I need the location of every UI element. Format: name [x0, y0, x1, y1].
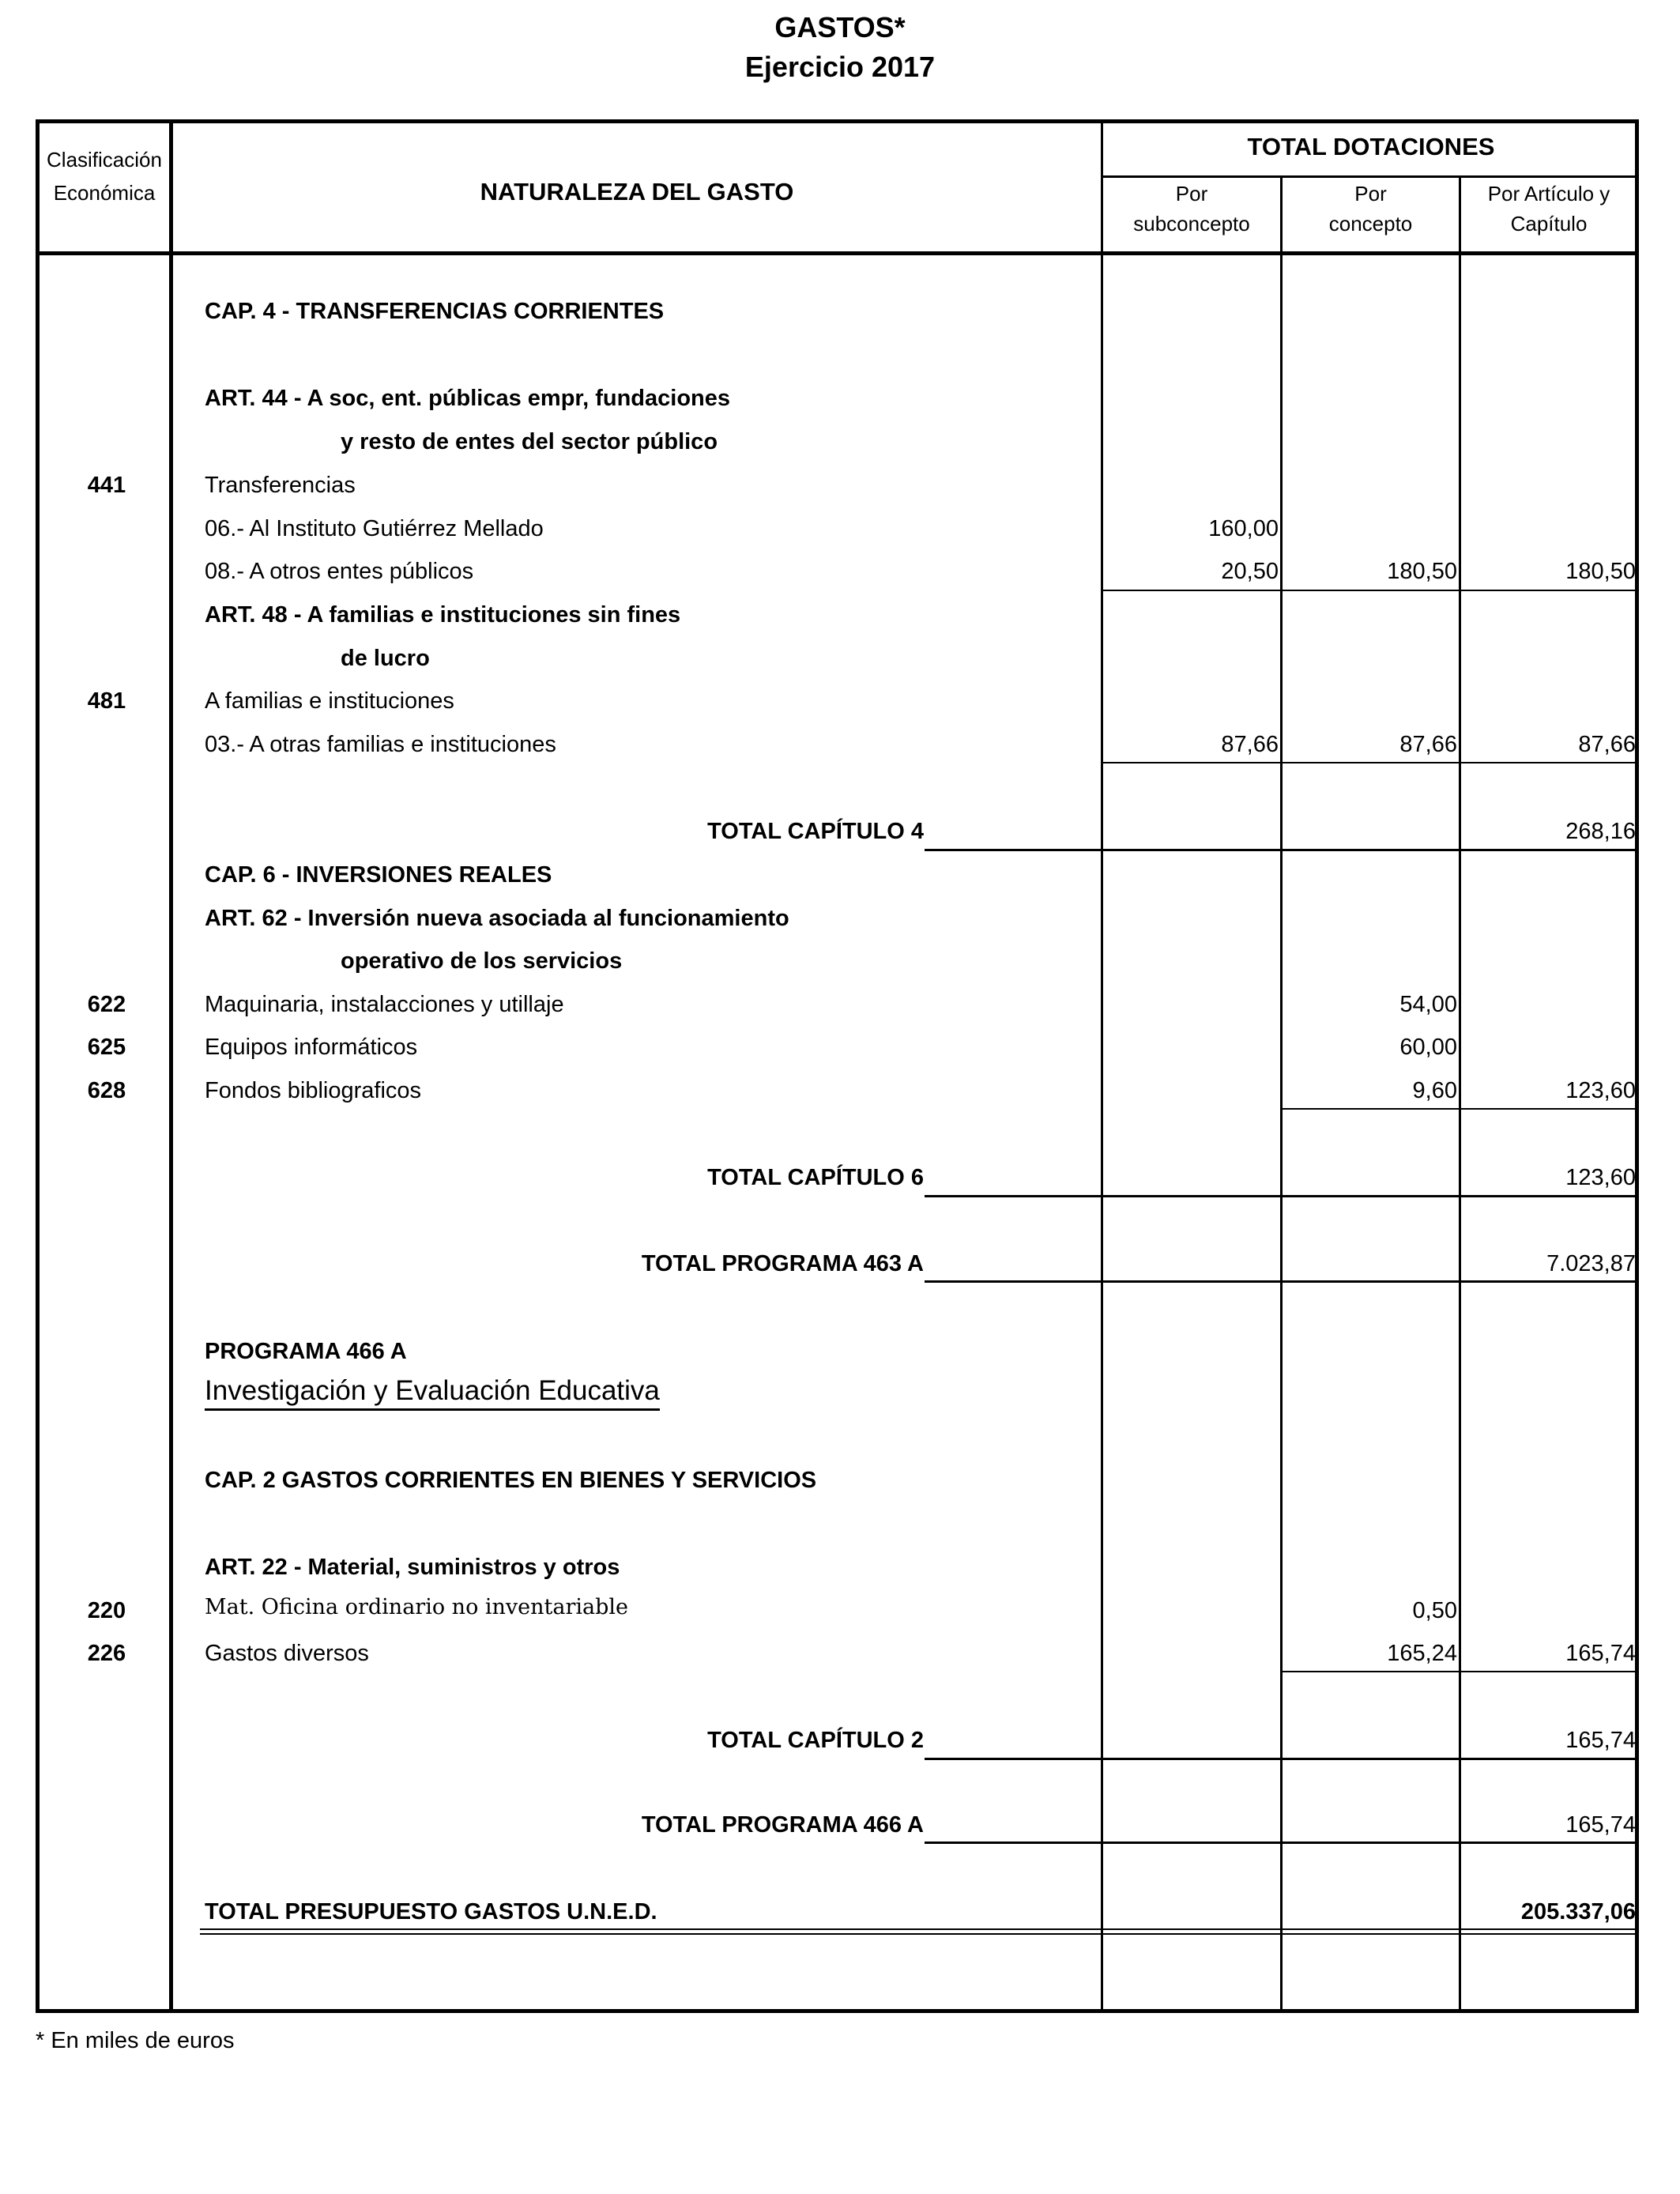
page-title: GASTOS* [774, 11, 906, 43]
header-subdivider [1101, 175, 1639, 178]
label-481: A familias e instituciones [205, 688, 454, 714]
total-presupuesto-value: 205.337,06 [1520, 1899, 1636, 1924]
value-220-concepto: 0,50 [1412, 1598, 1457, 1623]
value-06-subconcepto: 160,00 [1208, 516, 1279, 541]
value-08-articulo: 180,50 [1565, 559, 1636, 584]
total-capitulo-2-value: 165,74 [1565, 1728, 1636, 1753]
value-226-articulo: 165,74 [1565, 1641, 1636, 1666]
col-divider-code [169, 119, 173, 2013]
cap6-heading: CAP. 6 - INVERSIONES REALES [205, 862, 552, 888]
value-08-concepto: 180,50 [1387, 559, 1457, 584]
value-628-articulo: 123,60 [1565, 1078, 1636, 1103]
header-col2-line1: Por [1354, 182, 1387, 205]
label-625: Equipos informáticos [205, 1035, 418, 1060]
art62-heading-cont: operativo de los servicios [341, 948, 623, 974]
value-628-concepto: 9,60 [1412, 1078, 1457, 1103]
code-622: 622 [87, 992, 126, 1017]
grand-total-line-1 [200, 1928, 1639, 1930]
total-line [925, 849, 1639, 851]
total-programa-463-label: TOTAL PROGRAMA 463 A [641, 1251, 924, 1276]
total-line [925, 1280, 1639, 1283]
col-divider-1 [1280, 176, 1283, 2013]
total-capitulo-6-label: TOTAL CAPÍTULO 6 [707, 1165, 924, 1190]
code-441: 441 [87, 473, 126, 498]
label-622: Maquinaria, instalacciones y utillaje [205, 992, 564, 1017]
value-226-concepto: 165,24 [1387, 1641, 1457, 1666]
label-06: 06.- Al Instituto Gutiérrez Mellado [205, 516, 544, 541]
art44-heading-cont: y resto de entes del sector público [341, 429, 718, 454]
subtotal-line [1283, 1671, 1639, 1672]
programa-466-name: Investigación y Evaluación Educativa [205, 1375, 660, 1411]
value-03-articulo: 87,66 [1578, 732, 1636, 757]
header-col2-line2: concepto [1328, 212, 1413, 236]
total-capitulo-2-label: TOTAL CAPÍTULO 2 [707, 1728, 924, 1753]
label-226: Gastos diversos [205, 1641, 369, 1666]
art62-heading: ART. 62 - Inversión nueva asociada al funcionamiento [205, 906, 789, 931]
code-226: 226 [87, 1641, 126, 1666]
col-divider-naturaleza [1101, 119, 1103, 2013]
header-col3-line2: Capítulo [1510, 212, 1588, 236]
total-programa-466-label: TOTAL PROGRAMA 466 A [641, 1812, 924, 1838]
art48-heading: ART. 48 - A familias e instituciones sin fines [205, 602, 681, 628]
label-03: 03.- A otras familias e instituciones [205, 732, 556, 757]
header-col1-line2: subconcepto [1133, 212, 1250, 236]
total-capitulo-4-value: 268,16 [1565, 819, 1636, 844]
subtotal-line [1283, 1108, 1639, 1110]
header-bottom-line [36, 251, 1639, 255]
subtotal-line [1103, 590, 1639, 591]
cap4-heading: CAP. 4 - TRANSFERENCIAS CORRIENTES [205, 299, 665, 324]
header-clasificacion: Clasificación [47, 148, 162, 172]
code-628: 628 [87, 1078, 126, 1103]
page-subtitle: Ejercicio 2017 [744, 51, 936, 83]
grand-total-line-2 [200, 1933, 1639, 1935]
value-08-subconcepto: 20,50 [1221, 559, 1279, 584]
total-programa-463-value: 7.023,87 [1546, 1251, 1636, 1276]
label-628: Fondos bibliograficos [205, 1078, 422, 1103]
cap2-heading: CAP. 2 GASTOS CORRIENTES EN BIENES Y SERVICIOS [205, 1468, 817, 1493]
header-total-dotaciones: TOTAL DOTACIONES [1247, 133, 1495, 160]
value-03-concepto: 87,66 [1399, 732, 1457, 757]
total-capitulo-4-label: TOTAL CAPÍTULO 4 [707, 819, 924, 844]
total-capitulo-6-value: 123,60 [1565, 1165, 1636, 1190]
total-programa-466-value: 165,74 [1565, 1812, 1636, 1838]
label-441: Transferencias [205, 473, 356, 498]
header-col1-line1: Por [1175, 182, 1208, 205]
code-220: 220 [87, 1598, 126, 1623]
label-220: Mat. Oficina ordinario no inventariable [205, 1595, 629, 1619]
footnote: * En miles de euros [36, 2028, 235, 2053]
programa-466-heading: PROGRAMA 466 A [205, 1339, 407, 1364]
total-line [925, 1195, 1639, 1197]
value-03-subconcepto: 87,66 [1221, 732, 1279, 757]
total-presupuesto-label: TOTAL PRESUPUESTO GASTOS U.N.E.D. [205, 1899, 657, 1924]
subtotal-line [1103, 762, 1639, 763]
total-line [925, 1758, 1639, 1760]
art48-heading-cont: de lucro [341, 646, 430, 671]
code-481: 481 [87, 688, 126, 714]
header-col3-line1: Por Artículo y [1487, 182, 1610, 205]
label-08: 08.- A otros entes públicos [205, 559, 474, 584]
header-economica: Económica [53, 181, 156, 205]
value-622-concepto: 54,00 [1399, 992, 1457, 1017]
total-line [925, 1842, 1639, 1844]
art22-heading: ART. 22 - Material, suministros y otros [205, 1555, 620, 1580]
code-625: 625 [87, 1035, 126, 1060]
header-naturaleza: NATURALEZA DEL GASTO [480, 178, 794, 205]
art44-heading: ART. 44 - A soc, ent. públicas empr, fundaciones [205, 386, 731, 411]
col-divider-2 [1459, 176, 1461, 2013]
value-625-concepto: 60,00 [1399, 1035, 1457, 1060]
